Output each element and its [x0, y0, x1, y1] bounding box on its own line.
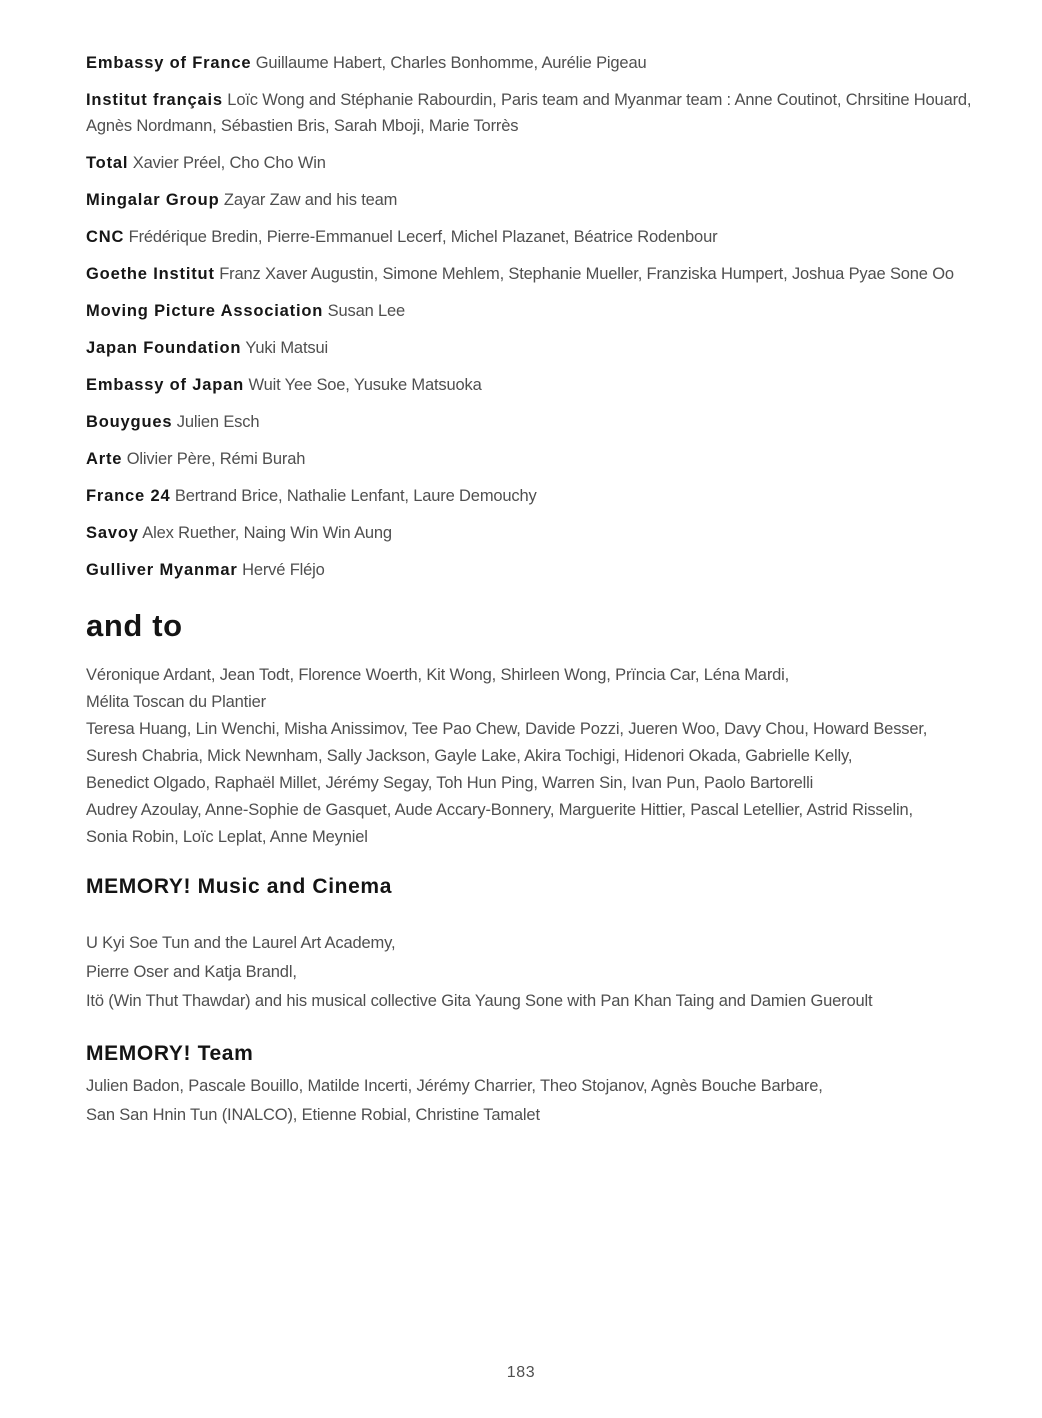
partner-people: Guillaume Habert, Charles Bonhomme, Aurélie Pigeau — [251, 54, 647, 72]
partner-people: Franz Xaver Augustin, Simone Mehlem, Stephanie Mueller, Franziska Humpert, Joshua Pyae Sone Oo — [214, 265, 954, 283]
section-heading-and-to: and to — [86, 608, 183, 643]
section-heading-music-cinema: MEMORY! Music and Cinema — [86, 875, 393, 898]
partner-name: Arte — [86, 450, 123, 468]
partner-people: Xavier Préel, Cho Cho Win — [128, 154, 326, 172]
section-heading-team: MEMORY! Team — [86, 1042, 254, 1065]
partner-name: Institut français — [86, 91, 223, 109]
partner-people: Bertrand Brice, Nathalie Lenfant, Laure Demouchy — [170, 487, 537, 505]
partner-people: Alex Ruether, Naing Win Win Aung — [138, 524, 392, 542]
partner-name: Mingalar Group — [86, 191, 220, 209]
partner-name: France 24 — [86, 487, 171, 505]
partner-entry — [86, 409, 988, 435]
page-content — [86, 50, 988, 1130]
partner-entry — [86, 298, 988, 324]
partner-entry — [86, 150, 988, 176]
partner-entry — [86, 446, 988, 472]
partner-name: CNC — [86, 228, 125, 246]
partner-people: Zayar Zaw and his team — [219, 191, 398, 209]
text-line: Véronique Ardant, Jean Todt, Florence Woerth, Kit Wong, Shirleen Wong, Prïncia Car, Léna Mardi, — [86, 666, 790, 684]
text-line: Suresh Chabria, Mick Newnham, Sally Jackson, Gayle Lake, Akira Tochigi, Hidenori Okada, Gabrielle Kelly, — [86, 747, 853, 765]
music-cinema-lines — [86, 929, 988, 1016]
text-line: Teresa Huang, Lin Wenchi, Misha Anissimov, Tee Pao Chew, Davide Pozzi, Jueren Woo, Davy Chou, Howard Besser, — [86, 720, 928, 738]
partner-name: Embassy of Japan — [86, 376, 245, 394]
partner-people: Julien Esch — [172, 413, 260, 431]
text-line: U Kyi Soe Tun and the Laurel Art Academy, — [86, 934, 396, 952]
partner-people: Frédérique Bredin, Pierre-Emmanuel Lecerf, Michel Plazanet, Béatrice Rodenbour — [124, 228, 718, 246]
text-line: Pierre Oser and Katja Brandl, — [86, 963, 297, 981]
partner-name: Savoy — [86, 524, 139, 542]
partner-people: Olivier Père, Rémi Burah — [122, 450, 306, 468]
partner-name: Japan Foundation — [86, 339, 242, 357]
partner-entry — [86, 224, 988, 250]
partner-name: Bouygues — [86, 413, 173, 431]
partner-name: Goethe Institut — [86, 265, 215, 283]
page-number: 183 — [506, 1364, 536, 1381]
partner-entry — [86, 87, 988, 139]
team-lines — [86, 1072, 988, 1130]
text-line: Benedict Olgado, Raphaël Millet, Jérémy Segay, Toh Hun Ping, Warren Sin, Ivan Pun, Paolo Bartorelli — [86, 774, 814, 792]
partner-entry — [86, 335, 988, 361]
text-line: Audrey Azoulay, Anne-Sophie de Gasquet, Aude Accary-Bonnery, Marguerite Hittier, Pascal Letellier, Astrid Risselin, — [86, 801, 913, 819]
text-line: Julien Badon, Pascale Bouillo, Matilde Incerti, Jérémy Charrier, Theo Stojanov, Agnès Bouche Barbare, — [86, 1077, 823, 1095]
text-line: Mélita Toscan du Plantier — [86, 693, 266, 711]
partner-entry — [86, 483, 988, 509]
partner-people: Yuki Matsui — [241, 339, 328, 357]
partner-name: Gulliver Myanmar — [86, 561, 238, 579]
partner-people: Susan Lee — [323, 302, 406, 320]
partner-entry — [86, 520, 988, 546]
partner-people: Loïc Wong and Stéphanie Rabourdin, Paris team and Myanmar team : Anne Coutinot, Chrsitine Houard, Agnès Nordmann, Sébastien Bris, Sarah Mboji, Marie Torrès — [86, 91, 972, 135]
text-line: Sonia Robin, Loïc Leplat, Anne Meyniel — [86, 828, 368, 846]
partner-entry — [86, 557, 988, 583]
partner-name: Total — [86, 154, 129, 172]
partner-entry — [86, 372, 988, 398]
partner-entry — [86, 50, 988, 76]
and-to-lines — [86, 662, 988, 851]
partner-name: Moving Picture Association — [86, 302, 324, 320]
partner-name: Embassy of France — [86, 54, 252, 72]
partner-entry — [86, 187, 988, 213]
text-line: San San Hnin Tun (INALCO), Etienne Robial, Christine Tamalet — [86, 1106, 540, 1124]
partner-people: Hervé Fléjo — [237, 561, 325, 579]
partner-entry — [86, 261, 988, 287]
text-line: Itö (Win Thut Thawdar) and his musical collective Gita Yaung Sone with Pan Khan Taing and Damien Gueroult — [86, 992, 873, 1010]
partner-people: Wuit Yee Soe, Yusuke Matsuoka — [244, 376, 482, 394]
partner-list — [86, 50, 988, 583]
